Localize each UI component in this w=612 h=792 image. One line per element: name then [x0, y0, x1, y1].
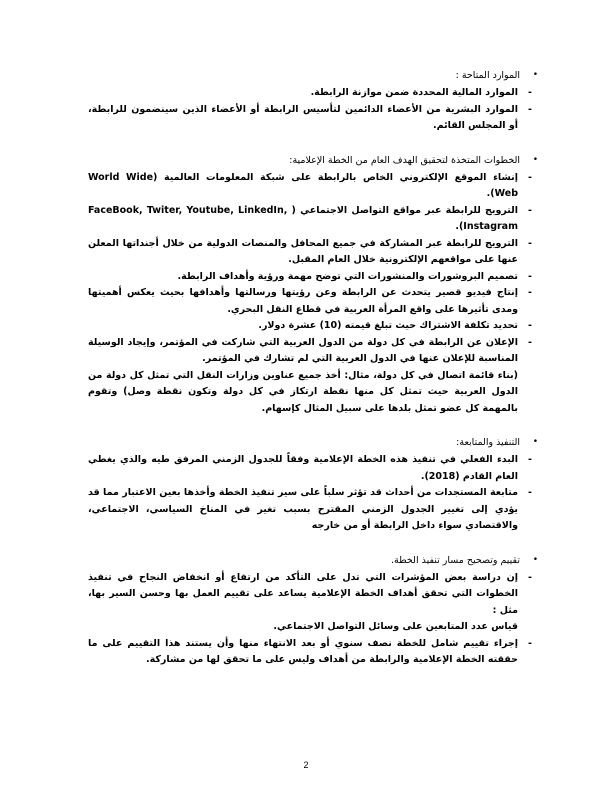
section-heading-text: الخطوات المتخذة لتحقيق الهدف العام من الخطة الإعلامية: [289, 154, 520, 166]
bullet-icon: • [532, 437, 538, 447]
dash-marker: - [528, 454, 532, 465]
section [88, 153, 538, 418]
list-item [88, 368, 532, 418]
list-item-text: متابعة المستجدات من أحداث قد تؤثر سلباً على سير تنفيذ الخطة وأخذها بعين الاعتبار مما قد يؤدي إلى تغيير الجدول الزمني المقترح بسبب تغير في المناخ السياسي، الاجتماعي، والاقتصادي سواء داخل الرابطة أو من خارجه [88, 487, 518, 531]
item-list [88, 452, 532, 535]
list-item-text: الموارد البشرية من الأعضاء الدائمين لتأسيس الرابطة أو الأعضاء الذين سينضمون للرابطة، أو المجلس القائم. [88, 103, 518, 131]
section [88, 553, 538, 669]
list-item-text: تصميم البروشورات والمنشورات التي توضح مهمة ورؤية وأهداف الرابطة. [177, 270, 518, 282]
list-item [88, 335, 532, 368]
section-heading [88, 435, 538, 450]
list-item [88, 285, 532, 318]
dash-marker: - [528, 270, 532, 282]
dash-marker: - [528, 487, 532, 498]
section-heading-text: تقييم وتصحيح مسار تنفيذ الخطة. [391, 554, 520, 566]
list-item [88, 452, 532, 485]
list-item [88, 102, 532, 135]
list-item [88, 170, 532, 203]
list-item-text: تحديد تكلفة الاشتراك حيث تبلغ قيمته (10) عشرة دولار. [258, 320, 518, 331]
dash-marker: - [528, 171, 532, 183]
list-item [88, 85, 532, 102]
dash-marker: - [528, 336, 532, 348]
section-heading [88, 553, 538, 568]
list-item [88, 619, 532, 636]
list-item-text: إنشاء الموقع الإلكتروني الخاص بالرابطة على شبكة المعلومات العالمية (World Wide Web). [88, 171, 518, 199]
list-item [88, 236, 532, 269]
list-item-text: قياس عدد المتابعين على وسائل التواصل الاجتماعي. [273, 621, 518, 632]
list-item-text: البدء الفعلي في تنفيذ هذه الخطة الإعلامية وفقاً للجدول الزمني المرفق طيه والذي يغطي العام القادم (2018). [88, 454, 518, 482]
list-item [88, 318, 532, 335]
list-item [88, 570, 532, 620]
dash-marker: - [528, 237, 532, 249]
list-item [88, 636, 532, 669]
list-item-text: الترويج للرابطة عبر مواقع التواصل الاجتماعي ( FaceBook, Twiter, Youtube, LinkedIn, Instagram). [88, 204, 518, 232]
section-heading-text: الموارد المتاحة : [455, 70, 520, 81]
list-item-text: إن دراسة بعض المؤشرات التي تدل على التأكد من ارتفاع أو انخفاض النجاح في تنفيذ الخطوات التي تحقق أهداف الخطة الإعلامية يساعد على تقييم العمل بها وحسن السير بها، مثل : [88, 571, 518, 616]
list-item-text: الترويج للرابطة عبر المشاركة في جميع المحافل والمنصات الدولية من خلال أجنداتها المعلن عنها على مواقعهم الإلكترونية خلال العام المقبل. [88, 237, 518, 265]
dash-marker: - [528, 103, 532, 115]
page-number: 2 [303, 760, 309, 770]
document-body [88, 68, 538, 669]
section-heading-text: التنفيذ والمتابعة: [456, 437, 520, 448]
section-heading [88, 68, 538, 83]
item-list [88, 85, 532, 135]
dash-marker: - [528, 637, 532, 649]
list-item [88, 269, 532, 286]
dash-marker: - [528, 320, 532, 331]
list-item-text: الإعلان عن الرابطة في كل دولة من الدول العربية التي شاركت في المؤتمر، وإيجاد الوسيلة المناسبة للإعلان عنها في الدول العربية التي لم تشارك في المؤتمر. [88, 336, 518, 364]
item-list [88, 570, 532, 669]
section [88, 68, 538, 135]
item-list [88, 170, 532, 418]
section [88, 435, 538, 535]
list-item-text: إنتاج فيديو قصير يتحدث عن الرابطة وعن رؤيتها ورسالتها وأهدافها بحيث يعكس أهميتها ومدى تأثيرها على واقع المرأة العربية في قطاع النقل البحري. [88, 287, 518, 315]
dash-marker: - [528, 87, 532, 98]
list-item [88, 203, 532, 236]
bullet-icon: • [532, 154, 538, 165]
dash-marker: - [528, 287, 532, 298]
list-item [88, 485, 532, 535]
bullet-icon: • [532, 554, 538, 565]
dash-marker: - [528, 204, 532, 216]
section-heading [88, 153, 538, 168]
bullet-icon: • [532, 70, 538, 80]
dash-marker: - [528, 571, 532, 583]
list-item-text: الموارد المالية المحددة ضمن موازنة الرابطة. [310, 87, 518, 98]
list-item-text: إجراء تقييم شامل للخطة نصف سنوي أو بعد الانتهاء منها وأن يستند هذا التقييم على ما حققته الخطة الإعلامية والرابطة من أهداف وليس على ما تحقق لها من مشاركة. [88, 637, 518, 665]
list-item-text: (بناء قائمة اتصال في كل دولة، مثال: أخذ جميع عناوين وزارات النقل التي تمثل كل دولة من الدول العربية حيث تمثل كل منها نقطة ارتكاز في كل دولة وتكون نقطة وصل) وتقوم بالمهمة كل عضو تمثل بلدها على سبيل المثال كإسهام. [88, 369, 518, 414]
